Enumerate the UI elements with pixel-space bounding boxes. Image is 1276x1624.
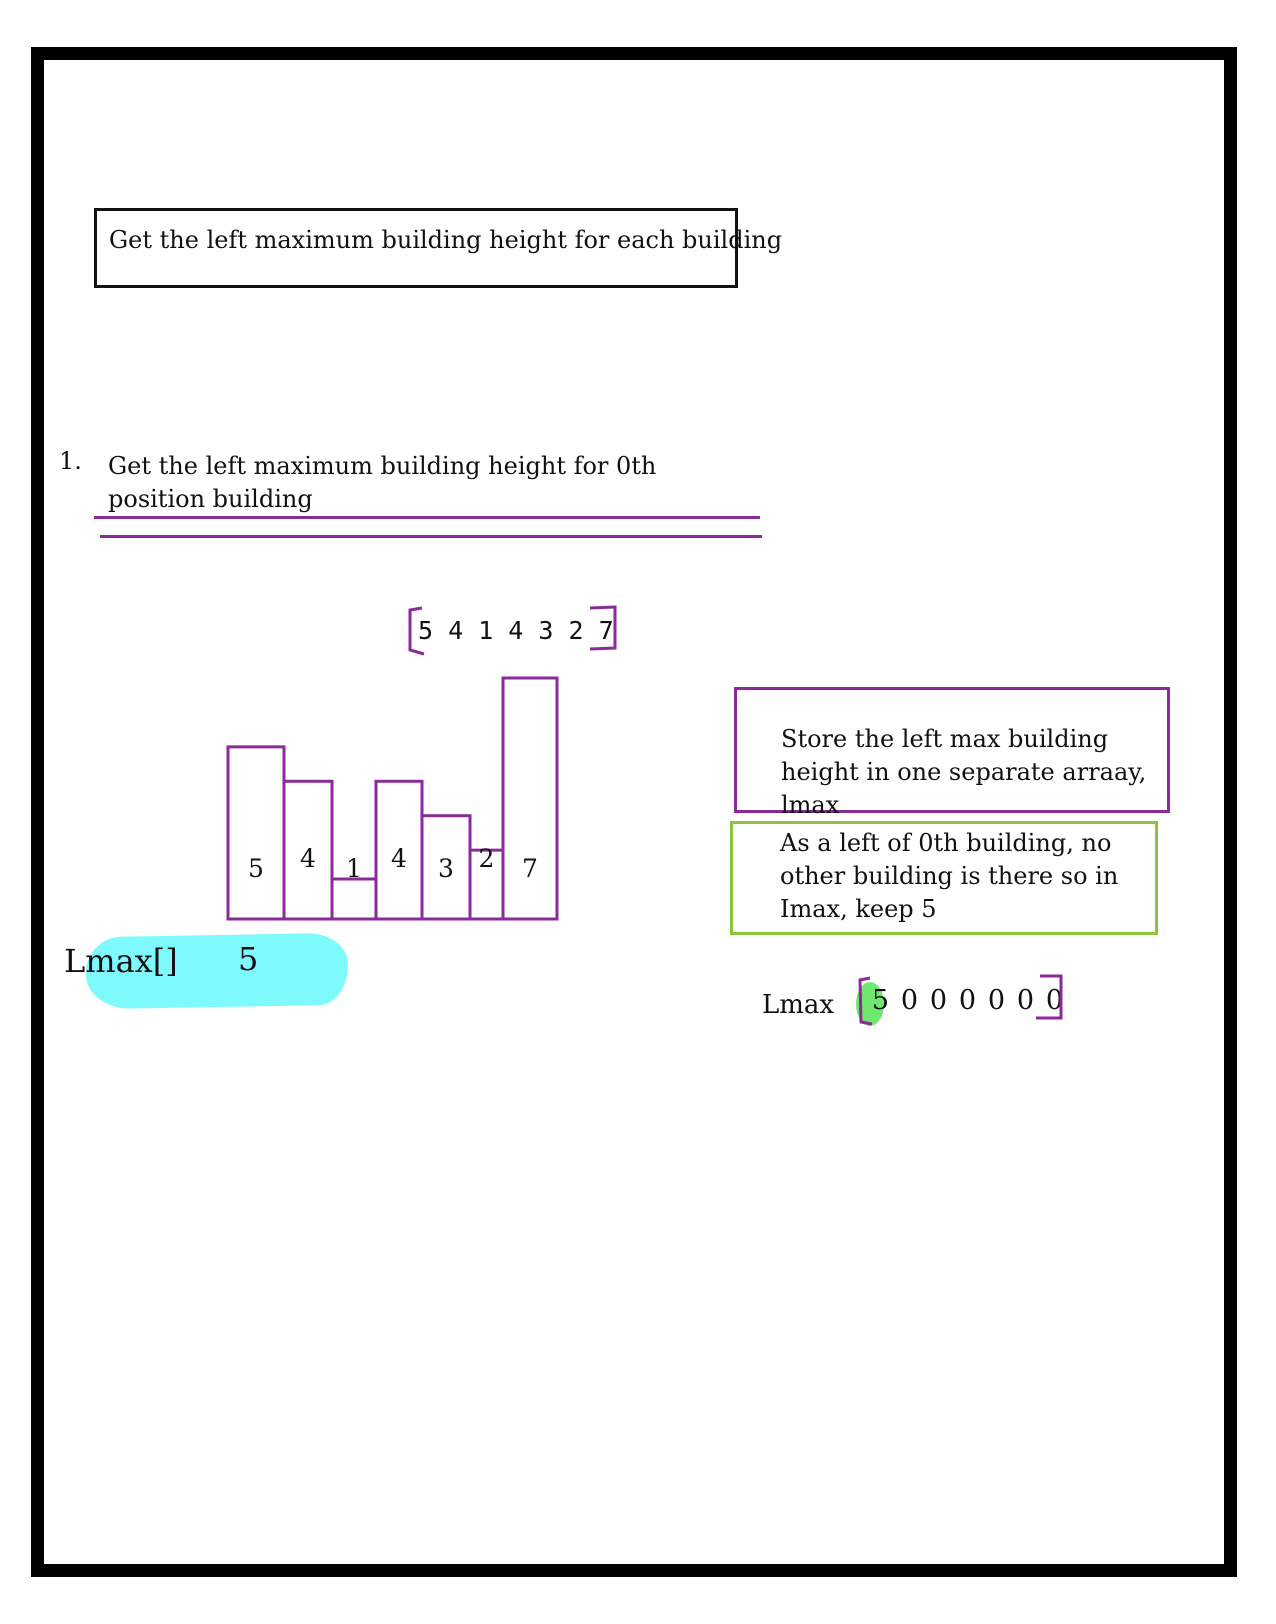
lmax-value: 0 [1016, 985, 1035, 1016]
lmax-left-label: Lmax[] [64, 942, 178, 980]
lmax-value: 0 [987, 985, 1006, 1016]
underline-1 [94, 516, 760, 519]
building-label: 7 [522, 854, 538, 883]
step-note-text: As a left of 0th building, no other building is there so in Imax, keep 5 [780, 829, 1119, 923]
building-label: 2 [478, 844, 495, 873]
building-label: 4 [391, 844, 407, 873]
building-label: 4 [300, 844, 316, 873]
title-text: Get the left maximum building height for each building [109, 226, 783, 254]
store-note-box [734, 687, 1170, 819]
underline-2 [100, 535, 762, 538]
heights-array: 5 4 1 4 3 2 7 [418, 616, 614, 645]
lmax-value: 5 [871, 985, 890, 1016]
step-text: Get the left maximum building height for 0th position building [108, 452, 657, 513]
step-note-box [730, 821, 1158, 935]
lmax-value: 0 [958, 985, 977, 1016]
lmax-right-label: Lmax [762, 990, 835, 1020]
lmax-value: 0 [929, 985, 948, 1016]
lmax-value: 0 [1045, 985, 1064, 1016]
title-box [94, 208, 783, 288]
step-number: 1. [59, 447, 82, 475]
store-note-text: Store the left max building height in one separate arraay, lmax [781, 725, 1147, 819]
lmax-right-values [866, 985, 1069, 1016]
building-label: 3 [438, 854, 454, 883]
building-label: 5 [248, 854, 264, 883]
lmax-value: 0 [900, 985, 919, 1016]
building-label: 1 [346, 854, 362, 883]
lmax-left-value: 5 [238, 940, 259, 978]
